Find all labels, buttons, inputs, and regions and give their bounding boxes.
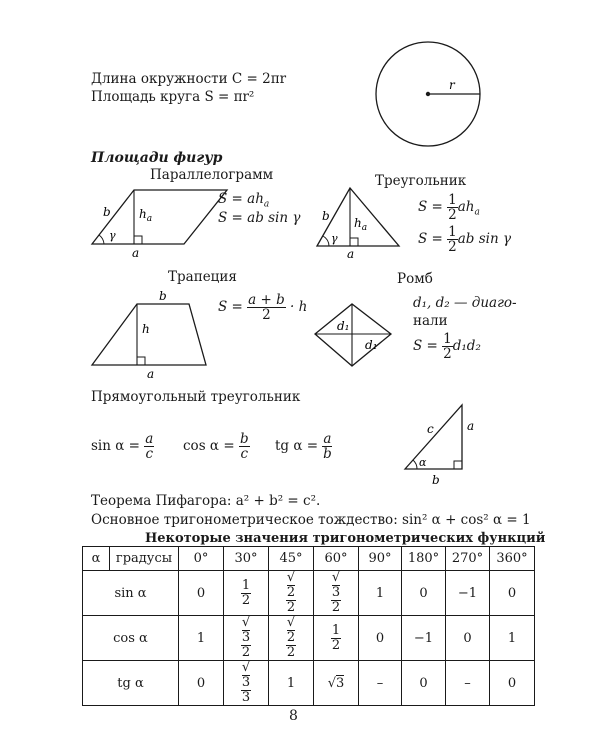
right-triangle-title: Прямоугольный треугольник	[91, 389, 301, 405]
triangle-h: h	[354, 216, 362, 230]
header-360: 360°	[490, 547, 535, 571]
right-triangle-label-c: c	[427, 422, 434, 436]
rhombus-label-d1b: d₁	[365, 338, 378, 352]
table-row-sin	[83, 571, 535, 616]
parallelogram-h: h	[139, 207, 147, 221]
circumference-formula: Длина окружности C = 2πr	[91, 71, 287, 87]
table-cell: 0	[490, 661, 535, 706]
triangle-label-b: b	[322, 209, 330, 223]
trig-identity: Основное тригонометрическое тождество: sin² α + cos² α = 1	[91, 512, 531, 528]
table-cell: √ 2 2	[269, 616, 314, 661]
table-cell: 0	[179, 571, 224, 616]
parallelogram-title: Параллелограмм	[150, 167, 274, 183]
table-row-cos	[83, 616, 535, 661]
table-cell: √ 3 2	[314, 571, 359, 616]
parallelogram-label-a: a	[132, 246, 140, 260]
table-cell: 0	[446, 616, 490, 661]
parallelogram-label-gamma: γ	[109, 229, 116, 242]
table-header-row	[83, 547, 535, 571]
header-degrees: градусы	[110, 547, 179, 571]
table-cell: $\frac{1}{2}$	[224, 571, 269, 616]
table-cell: 0	[490, 571, 535, 616]
rhombus-formula: S = $\frac{1}{2}$ d₁d₂	[413, 331, 481, 362]
row-label: tg α	[83, 661, 179, 706]
table-cell: $\frac{1}{2}$	[314, 616, 359, 661]
table-row-tg	[83, 661, 535, 706]
trapezoid-label-h: h	[142, 322, 150, 336]
rhombus-desc-2: нали	[413, 313, 448, 329]
right-triangle-shape	[405, 405, 462, 469]
table-cell: √ 3 3	[224, 661, 269, 706]
circle-area-formula: Площадь круга S = πr²	[91, 89, 255, 105]
parallelogram-formula-2: S = ab sin γ	[218, 210, 301, 226]
header-60: 60°	[314, 547, 359, 571]
table-cell: √ 2 2	[269, 571, 314, 616]
header-30: 30°	[224, 547, 269, 571]
right-triangle-label-a: a	[467, 419, 475, 433]
trapezoid-formula: S = $\frac{a + b}{2}$ · h	[218, 292, 308, 323]
table-cell: 0	[402, 661, 446, 706]
table-cell: –	[446, 661, 490, 706]
header-alpha: α	[83, 547, 110, 571]
trapezoid-label-b: b	[159, 289, 167, 303]
triangle-formula-1: S = $\frac{1}{2}$ $ah_a$	[418, 192, 480, 223]
table-cell: −1	[446, 571, 490, 616]
pythagoras-theorem: Теорема Пифагора: a² + b² = c².	[91, 493, 321, 509]
table-cell: 1	[359, 571, 402, 616]
triangle-h-sub: a	[361, 223, 368, 233]
parallelogram-h-sub: a	[146, 214, 153, 224]
circle-radius-label: r	[449, 78, 455, 92]
header-0: 0°	[179, 547, 224, 571]
trapezoid-label-a: a	[147, 367, 155, 381]
table-cell: 1	[490, 616, 535, 661]
rhombus-desc-1: d₁, d₂ — диаго-	[413, 295, 517, 311]
trig-values-table	[82, 546, 535, 706]
table-cell: 0	[179, 661, 224, 706]
table-cell: 1	[269, 661, 314, 706]
header-90: 90°	[359, 547, 402, 571]
table-cell: 1	[179, 616, 224, 661]
table-cell: 0	[359, 616, 402, 661]
table-cell: –	[359, 661, 402, 706]
right-triangle-label-b: b	[432, 473, 440, 487]
rhombus-label-d1: d₁	[337, 319, 350, 333]
table-cell: −1	[402, 616, 446, 661]
right-triangle-label-alpha: α	[419, 456, 427, 469]
header-45: 45°	[269, 547, 314, 571]
sin-formula: sin α = $\frac{a}{c}$	[91, 431, 154, 462]
parallelogram-label-b: b	[103, 205, 111, 219]
rhombus-title: Ромб	[397, 271, 433, 287]
triangle-title: Треугольник	[375, 173, 467, 189]
page-number: 8	[289, 708, 298, 724]
cos-formula: cos α = $\frac{b}{c}$	[183, 431, 249, 462]
right-triangle-angle-arc	[413, 460, 417, 469]
triangle-label-gamma: γ	[331, 232, 338, 245]
row-label: sin α	[83, 571, 179, 616]
tg-formula: tg α = $\frac{a}{b}$	[275, 431, 332, 462]
table-title: Некоторые значения тригонометрических функций	[145, 531, 546, 546]
triangle-label-a: a	[347, 247, 355, 261]
header-180: 180°	[402, 547, 446, 571]
row-label: cos α	[83, 616, 179, 661]
table-cell: √3	[314, 661, 359, 706]
right-triangle-right-angle	[454, 461, 462, 469]
table-cell: √ 3 2	[224, 616, 269, 661]
section-title: Площади фигур	[91, 150, 223, 166]
trapezoid-title: Трапеция	[168, 269, 237, 285]
triangle-formula-2: S = $\frac{1}{2}$ ab sin γ	[418, 224, 512, 255]
header-270: 270°	[446, 547, 490, 571]
table-cell: 0	[402, 571, 446, 616]
parallelogram-formula-1-sub: a	[263, 199, 270, 210]
parallelogram-formula-1-text: S = ah	[218, 191, 264, 207]
